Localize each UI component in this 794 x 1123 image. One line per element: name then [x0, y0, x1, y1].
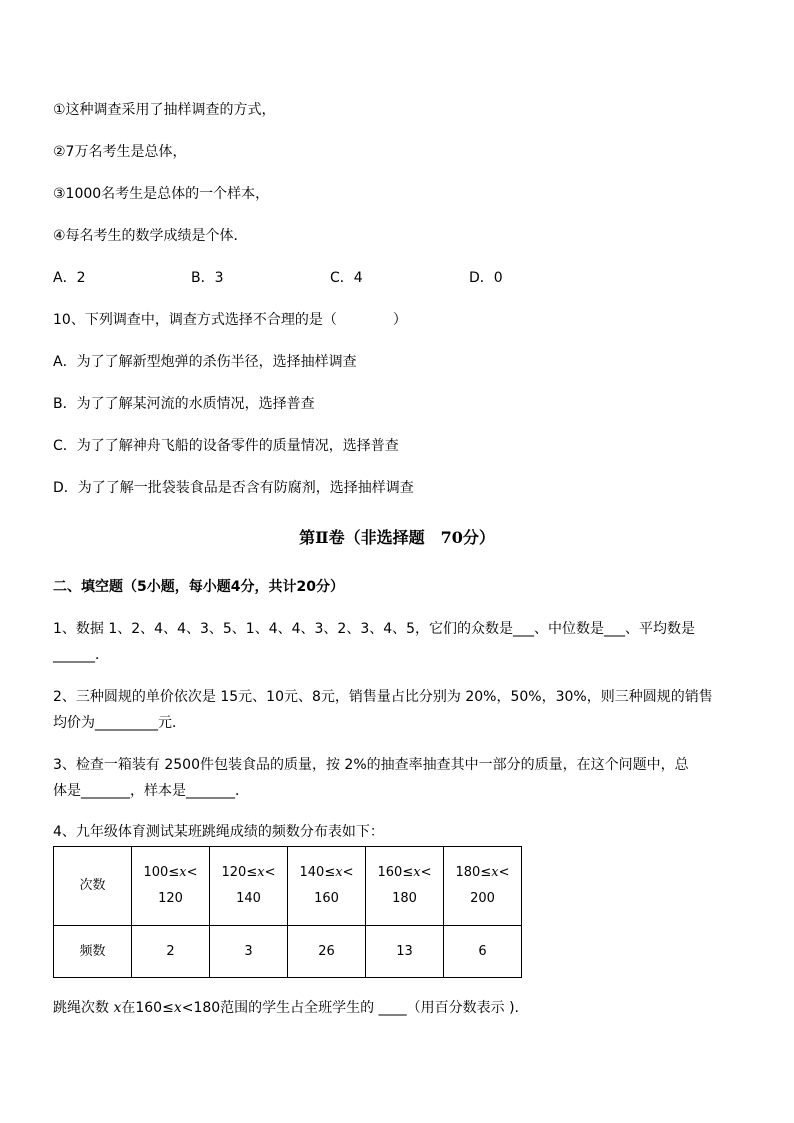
table-cell: 160≤x< 180	[366, 847, 444, 926]
table-cell: 3	[210, 926, 288, 978]
fill-q2-line2: 均价为_________元．	[53, 715, 186, 731]
table-row	[54, 926, 522, 978]
table-cell: 2	[132, 926, 210, 978]
table-cell: 26	[288, 926, 366, 978]
q9-option-b: B．3	[191, 270, 224, 286]
q10-option-d: D．为了了解一批袋装食品是否含有防腐剂，选择抽样调查	[53, 480, 414, 496]
table-row	[54, 847, 522, 926]
fill-q2-line1: 2、三种圆规的单价依次是 15元、10元、8元，销售量占比分别为 20%，50%，30%，则三种圆规的销售	[53, 689, 713, 705]
table-row-label: 次数	[54, 847, 132, 926]
table-cell: 13	[366, 926, 444, 978]
q9-option-a: A．2	[53, 270, 86, 286]
q10-option-a: A．为了了解新型炮弹的杀伤半径，选择抽样调查	[53, 354, 357, 370]
fill-q3-line1: 3、检查一箱装有 2500件包装食品的质量，按 2%的抽查率抽查其中一部分的质量，在这个问题中，总	[53, 757, 689, 773]
table-cell: 100≤x< 120	[132, 847, 210, 926]
table-cell: 6	[444, 926, 522, 978]
fill-q1-line2: ______．	[53, 647, 109, 663]
q10-stem: 10、下列调查中，调查方式选择不合理的是（ ）	[53, 312, 407, 328]
q9-option-c: C．4	[330, 270, 363, 286]
table-cell: 140≤x< 160	[288, 847, 366, 926]
q10-option-b: B．为了了解某河流的水质情况，选择普查	[53, 396, 315, 412]
table-row-label: 频数	[54, 926, 132, 978]
part2-heading: 二、填空题（5小题，每小题4分，共计20分）	[53, 579, 344, 595]
section-title: 第Ⅱ卷（非选择题 70分）	[299, 528, 495, 547]
q10-option-c: C．为了了解神舟飞船的设备零件的质量情况，选择普查	[53, 438, 399, 454]
fill-q4-question: 跳绳次数 x在160≤x<180范围的学生占全班学生的 ____（用百分数表示 ).	[53, 1000, 519, 1016]
statement-3: ③1000名考生是总体的一个样本，	[53, 186, 270, 202]
fill-q3-line2: 体是_______，样本是_______．	[53, 783, 249, 799]
frequency-table	[53, 846, 522, 978]
q9-option-d: D．0	[469, 270, 503, 286]
fill-q4-stem: 4、九年级体育测试某班跳绳成绩的频数分布表如下：	[53, 824, 384, 840]
q9-options	[53, 268, 553, 288]
fill-q1-line1: 1、数据 1、2、4、4、3、5、1、4、4、3、2、3、4、5，它们的众数是___、中位数是___、平均数是	[53, 621, 696, 637]
statement-2: ②7万名考生是总体，	[53, 144, 187, 160]
table-cell: 180≤x< 200	[444, 847, 522, 926]
statement-4: ④每名考生的数学成绩是个体．	[53, 228, 248, 244]
table-cell: 120≤x< 140	[210, 847, 288, 926]
statement-1: ①这种调查采用了抽样调查的方式，	[53, 102, 276, 118]
